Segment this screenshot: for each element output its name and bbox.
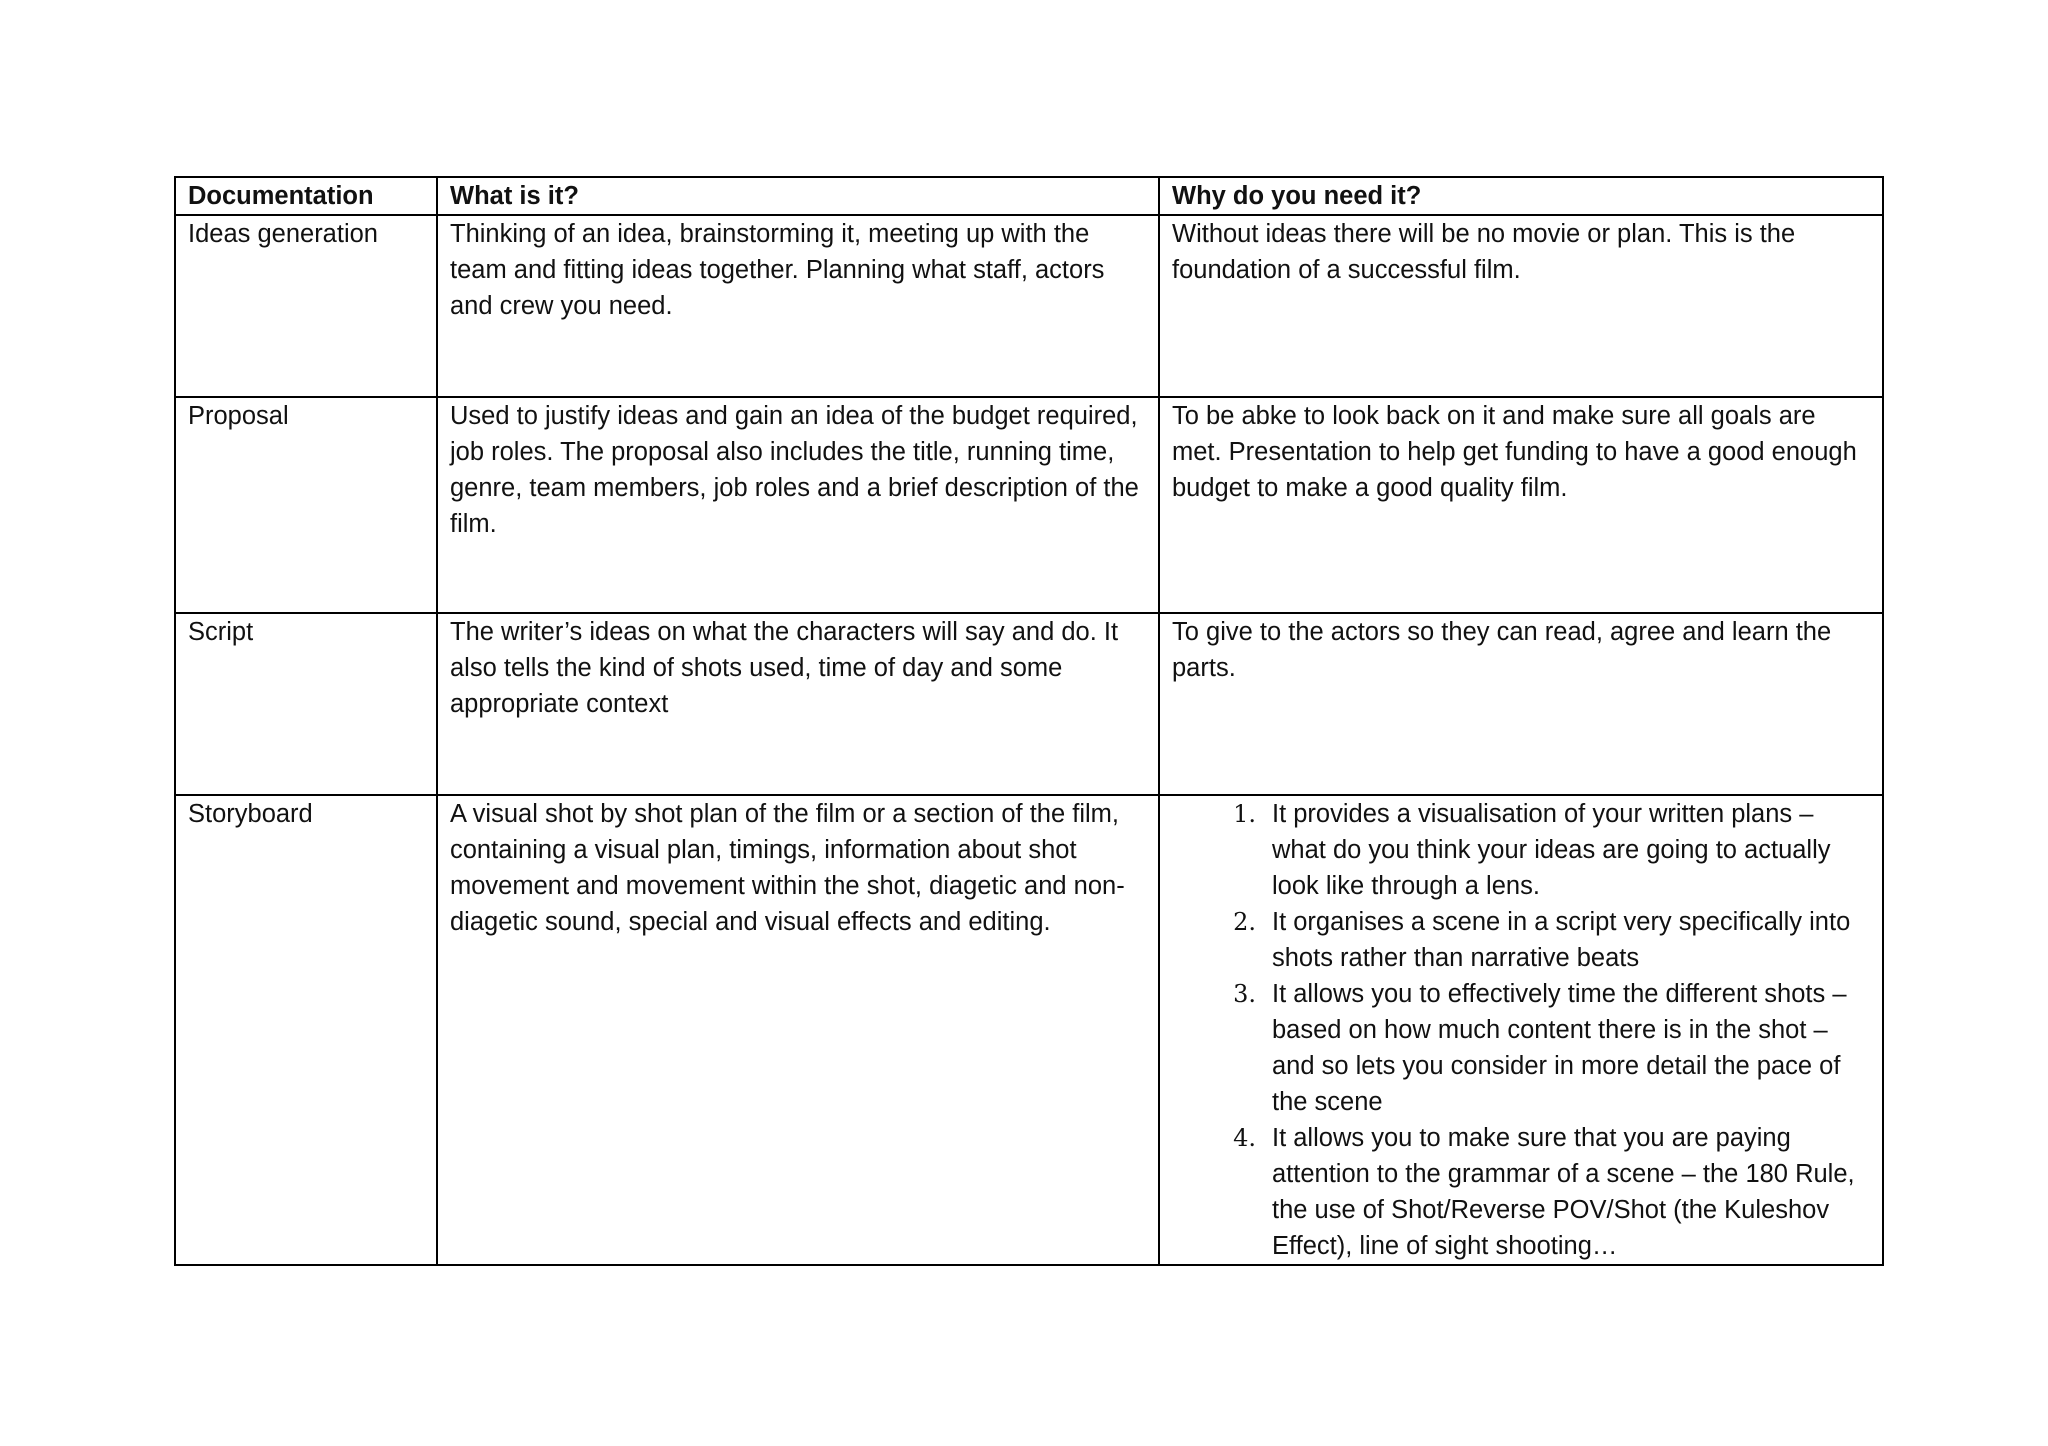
list-item [1172,1120,1870,1264]
what-cell: Used to justify ideas and gain an idea of the budget required, job roles. The proposal also includes the title, running time, genre, team members, job roles and a brief description of the film. [437,397,1159,613]
header-what-is-it: What is it? [437,177,1159,215]
list-number: 3. [1233,980,1256,1008]
table-row [175,795,1883,1265]
why-cell [1159,795,1883,1265]
why-cell: Without ideas there will be no movie or plan. This is the foundation of a successful film. [1159,215,1883,397]
documentation-cell: Script [175,613,437,795]
what-cell: Thinking of an idea, brainstorming it, meeting up with the team and fitting ideas together. Planning what staff, actors and crew you need. [437,215,1159,397]
table-row [175,215,1883,397]
list-item-text: It allows you to effectively time the different shots – based on how much content there is in the shot – and so lets you consider in more detail the pace of the scene [1272,980,1847,1116]
list-item-text: It allows you to make sure that you are paying attention to the grammar of a scene – the 180 Rule, the use of Shot/Reverse POV/Shot (the Kuleshov Effect), line of sight shooting… [1272,1124,1855,1260]
list-number: 2. [1233,908,1256,936]
table-row [175,613,1883,795]
list-item-text: It organises a scene in a script very specifically into shots rather than narrative beats [1272,908,1851,972]
reasons-list [1172,796,1870,1264]
list-item-text: It provides a visualisation of your written plans – what do you think your ideas are going to actually look like through a lens. [1272,800,1831,900]
documentation-cell: Proposal [175,397,437,613]
documentation-cell: Ideas generation [175,215,437,397]
list-item [1172,796,1870,904]
list-number: 4. [1233,1124,1256,1152]
header-why-need-it: Why do you need it? [1159,177,1883,215]
why-cell: To give to the actors so they can read, agree and learn the parts. [1159,613,1883,795]
what-cell: The writer’s ideas on what the characters will say and do. It also tells the kind of shots used, time of day and some appropriate context [437,613,1159,795]
list-item [1172,904,1870,976]
documentation-cell: Storyboard [175,795,437,1265]
documentation-table [174,176,1884,1266]
list-item [1172,976,1870,1120]
table-row [175,397,1883,613]
what-cell: A visual shot by shot plan of the film or a section of the film, containing a visual plan, timings, information about shot movement and movement within the shot, diagetic and non-diagetic sound, special and visual effects and editing. [437,795,1159,1265]
header-documentation: Documentation [175,177,437,215]
why-cell: To be abke to look back on it and make sure all goals are met. Presentation to help get funding to have a good enough budget to make a good quality film. [1159,397,1883,613]
table-header-row [175,177,1883,215]
list-number: 1. [1233,800,1256,828]
